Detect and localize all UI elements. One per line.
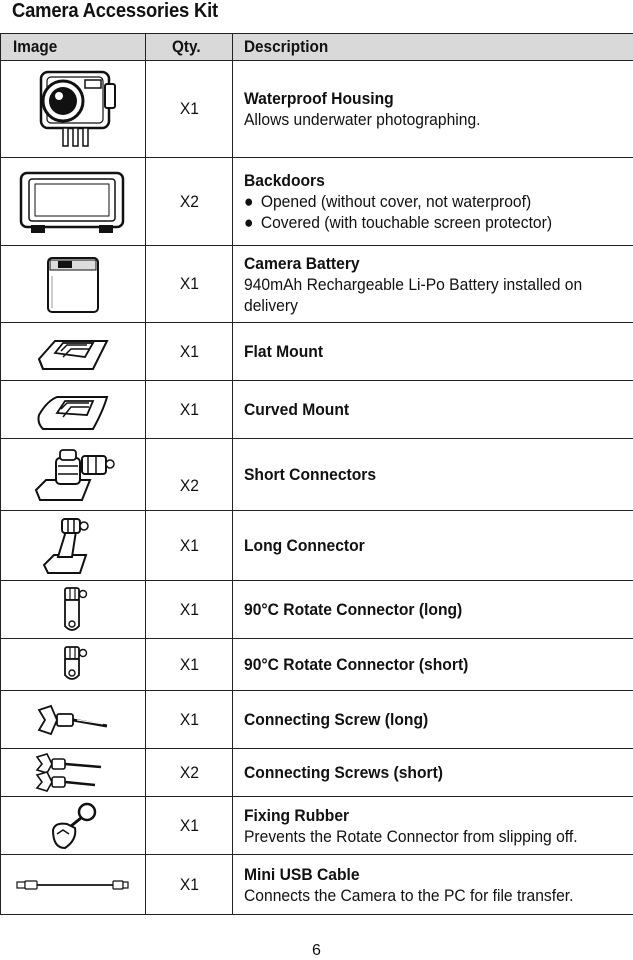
qty-cell: X1 [146,511,233,581]
qty-cell: X1 [146,61,233,158]
usb-cable-icon [1,855,146,915]
qty-cell: X2 [146,439,233,511]
description-cell: Fixing Rubber Prevents the Rotate Connector from slipping off. [233,797,633,855]
description-cell: Backdoors ● Opened (without cover, not waterproof) ● Covered (with touchable screen protector) [233,158,633,246]
qty-cell: X2 [146,749,233,797]
fixing-rubber-icon [1,797,146,855]
qty-cell: X1 [146,246,233,323]
connecting-screws-short-icon [1,749,146,797]
description-cell: Camera Battery 940mAh Rechargeable Li-Po Battery installed on delivery [233,246,633,323]
battery-icon [1,246,146,323]
qty-cell: X1 [146,581,233,639]
page-number: 6 [312,942,321,959]
table-row [1,749,633,797]
accessories-table [0,33,633,915]
waterproof-housing-icon [1,61,146,158]
description-cell: Connecting Screws (short) [233,749,633,797]
description-cell: 90°C Rotate Connector (long) [233,581,633,639]
qty-cell: X1 [146,381,233,439]
table-row [1,381,633,439]
qty-cell: X1 [146,855,233,915]
table-row [1,511,633,581]
qty-cell: X2 [146,158,233,246]
page-title: Camera Accessories Kit [12,0,218,22]
description-cell: Waterproof Housing Allows underwater photographing. [233,61,633,158]
description-cell: Long Connector [233,511,633,581]
flat-mount-icon [1,323,146,381]
rotate-connector-long-icon [1,581,146,639]
table-row [1,855,633,915]
connecting-screw-long-icon [1,691,146,749]
description-cell: Short Connectors [233,439,633,511]
header-image: Image [1,34,146,61]
list-item: ● Covered (with touchable screen protector) [244,213,553,232]
header-qty: Qty. [146,34,233,61]
table-row [1,61,633,158]
description-cell: Connecting Screw (long) [233,691,633,749]
backdoor-icon [1,158,146,246]
rotate-connector-short-icon [1,639,146,691]
description-cell: Mini USB Cable Connects the Camera to the PC for file transfer. [233,855,633,915]
curved-mount-icon [1,381,146,439]
table-row [1,323,633,381]
qty-cell: X1 [146,323,233,381]
table-header-row [1,34,633,61]
table-row [1,691,633,749]
qty-cell: X1 [146,797,233,855]
description-cell: 90°C Rotate Connector (short) [233,639,633,691]
qty-cell: X1 [146,639,233,691]
long-connector-icon [1,511,146,581]
header-description: Description [233,34,633,61]
table-row [1,797,633,855]
qty-cell: X1 [146,691,233,749]
table-row [1,639,633,691]
list-item: ● Opened (without cover, not waterproof) [244,192,532,211]
table-row [1,158,633,246]
description-cell: Curved Mount [233,381,633,439]
short-connectors-icon [1,439,146,511]
table-row [1,439,633,511]
table-row [1,581,633,639]
table-row [1,246,633,323]
description-cell: Flat Mount [233,323,633,381]
